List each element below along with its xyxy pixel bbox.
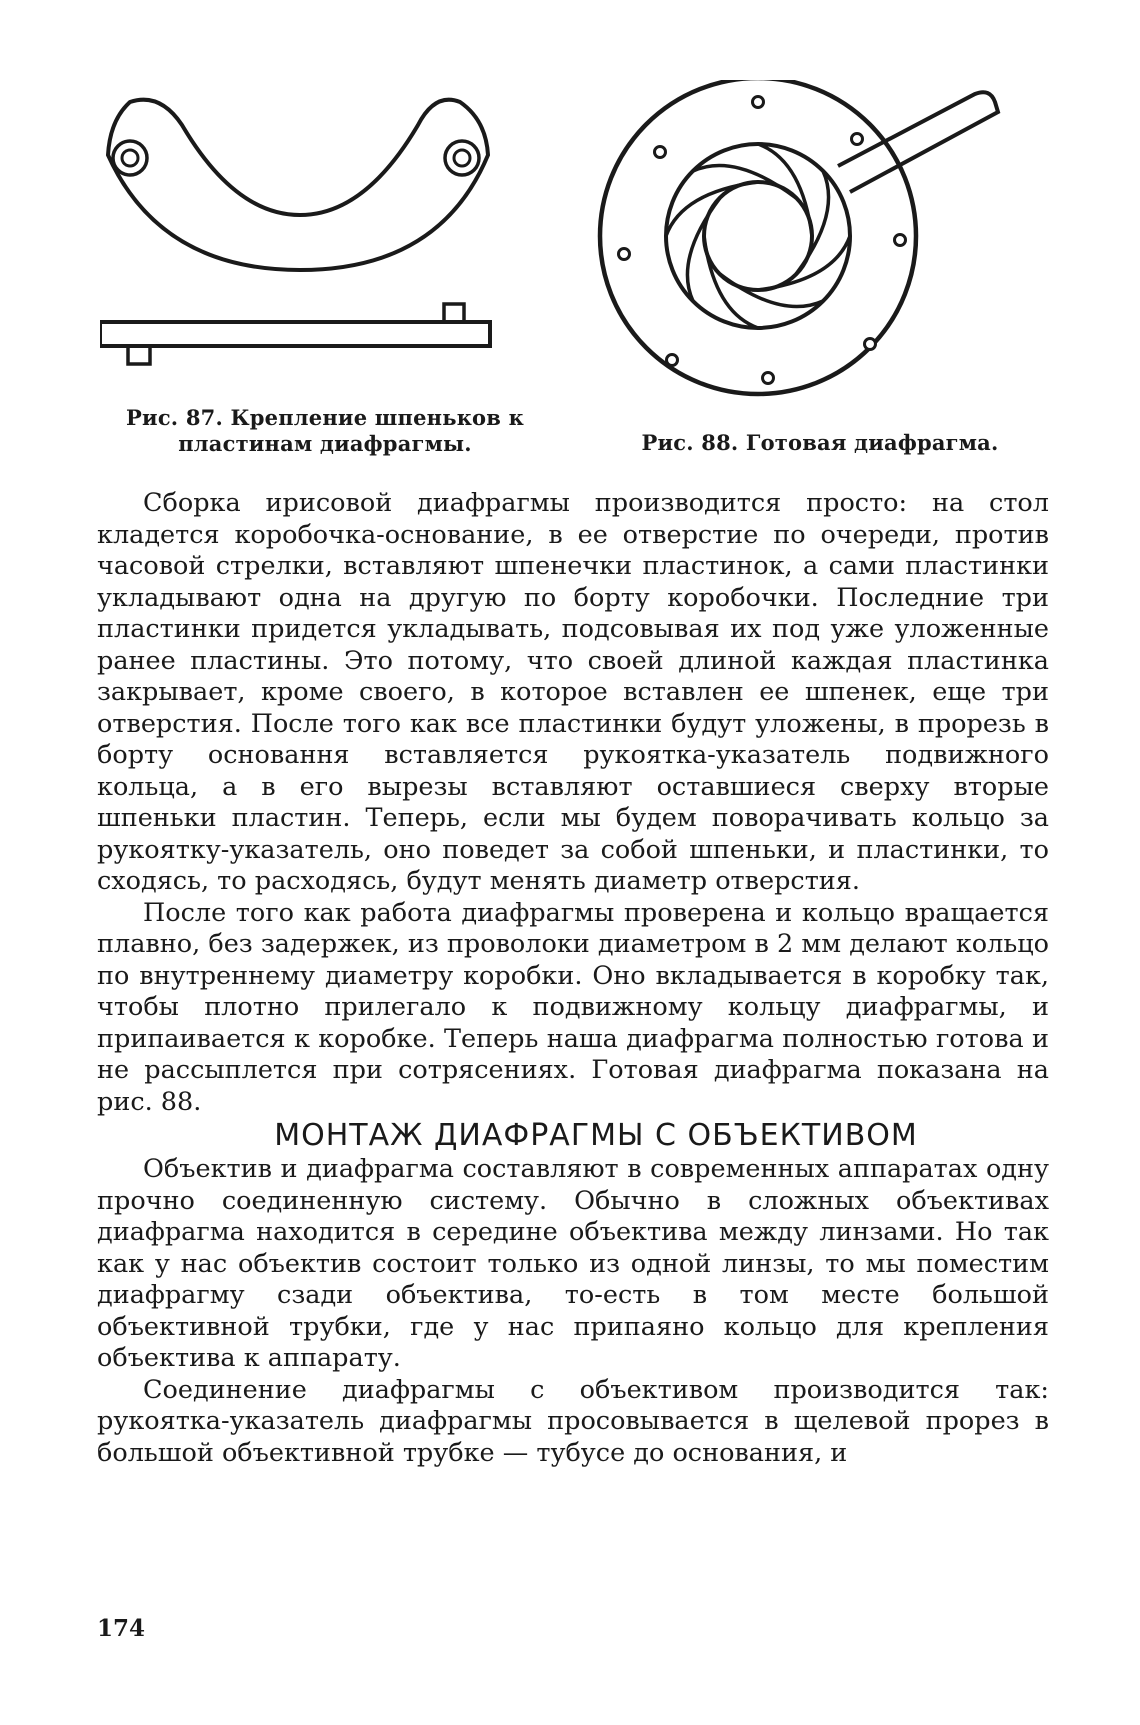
mounting-hole <box>619 249 630 260</box>
paragraph: Сборка ирисовой диафрагмы производится просто: на стол кладется коробочка-основание, в ее отверстие по очереди, против часовой стрелки, вставляют шпенечки пластинок, а сами пластинки укладывают одна на другую по борту коробочки. Последние три пластинки придется укладывать, подсовывая их под уже уложенные ранее пластины. Это потому, что своей длиной каждая пластинка закрывает, кроме своего, в которое вставлен ее шпенек, еще три отверстия. После того как все пластинки будут уложены, в прорезь в борту основання вставляется рукоятка-указатель подвижного кольца, а в его вырезы вставляют оставшиеся сверху вторые шпеньки пластин. Теперь, если мы будем поворачивать кольцо за рукоятку-указатель, оно поведет за собой шпеньки, и пластинки, то сходясь, то расходясь, будут менять диаметр отверстия. <box>97 488 1049 896</box>
paragraph: Объектив и диафрагма составляют в современных аппаратах одну прочно соединенную систему. Обычно в сложных объективах диафрагма находится в середине объектива между линзами. Но так как у нас объектив состоит только из одной линзы, то мы поместим диафрагму сзади объектива, то-есть в том месте большой объективной трубки, где у нас припаяно кольцо для крепления объектива к аппарату. <box>97 1154 1049 1373</box>
pin-bottom-side <box>128 346 150 364</box>
diaphragm-drawing <box>580 80 1060 410</box>
paragraph: После того как работа диафрагмы проверена и кольцо вращается плавно, без задержек, из проволоки диаметром в 2 мм делают кольцо по внутреннему диаметру коробки. Оно вкладывается в коробку так, чтобы плотно прилегало к подвижному кольцу диафрагмы, и припаивается к коробке. Теперь наша диафрагма полностью готова и не рассыплется при сотрясениях. Готовая диафрагма показана на рис. 88. <box>97 897 1049 1117</box>
figures-area <box>95 80 1055 470</box>
mounting-hole <box>667 355 678 366</box>
blade-outline <box>108 100 488 270</box>
mounting-hole <box>655 147 666 158</box>
caption-fig-88: Рис. 88. Готовая диафрагма. <box>641 430 999 455</box>
pin-top-side <box>444 304 464 322</box>
pin-ring-right <box>445 141 479 175</box>
paragraph: Соединение диафрагмы с объективом производится так: рукоятка-указатель диафрагмы просовывается в щелевой прорез в большой объективной трубке — тубусе до основания, и <box>97 1374 1049 1468</box>
mounting-hole <box>865 339 876 350</box>
body-text <box>97 488 1049 1469</box>
mounting-hole <box>895 235 906 246</box>
mounting-hole <box>852 134 863 145</box>
mounting-hole <box>753 97 764 108</box>
caption-fig-87: Рис. 87. Крепление шпеньков к пластинам диафрагмы. <box>126 405 524 456</box>
mounting-hole <box>763 373 774 384</box>
blade-drawing <box>100 80 550 410</box>
page-number: 174 <box>97 1615 146 1642</box>
pin-right <box>454 150 470 166</box>
pin-left <box>122 150 138 166</box>
pin-ring-left <box>113 141 147 175</box>
plate-side-view <box>100 322 490 346</box>
mounting-holes <box>619 97 906 384</box>
figure-87 <box>100 80 550 470</box>
section-heading: МОНТАЖ ДИАФРАГМЫ С ОБЪЕКТИВОМ <box>274 1118 918 1153</box>
iris-blades <box>666 144 850 328</box>
figure-88 <box>580 80 1060 470</box>
